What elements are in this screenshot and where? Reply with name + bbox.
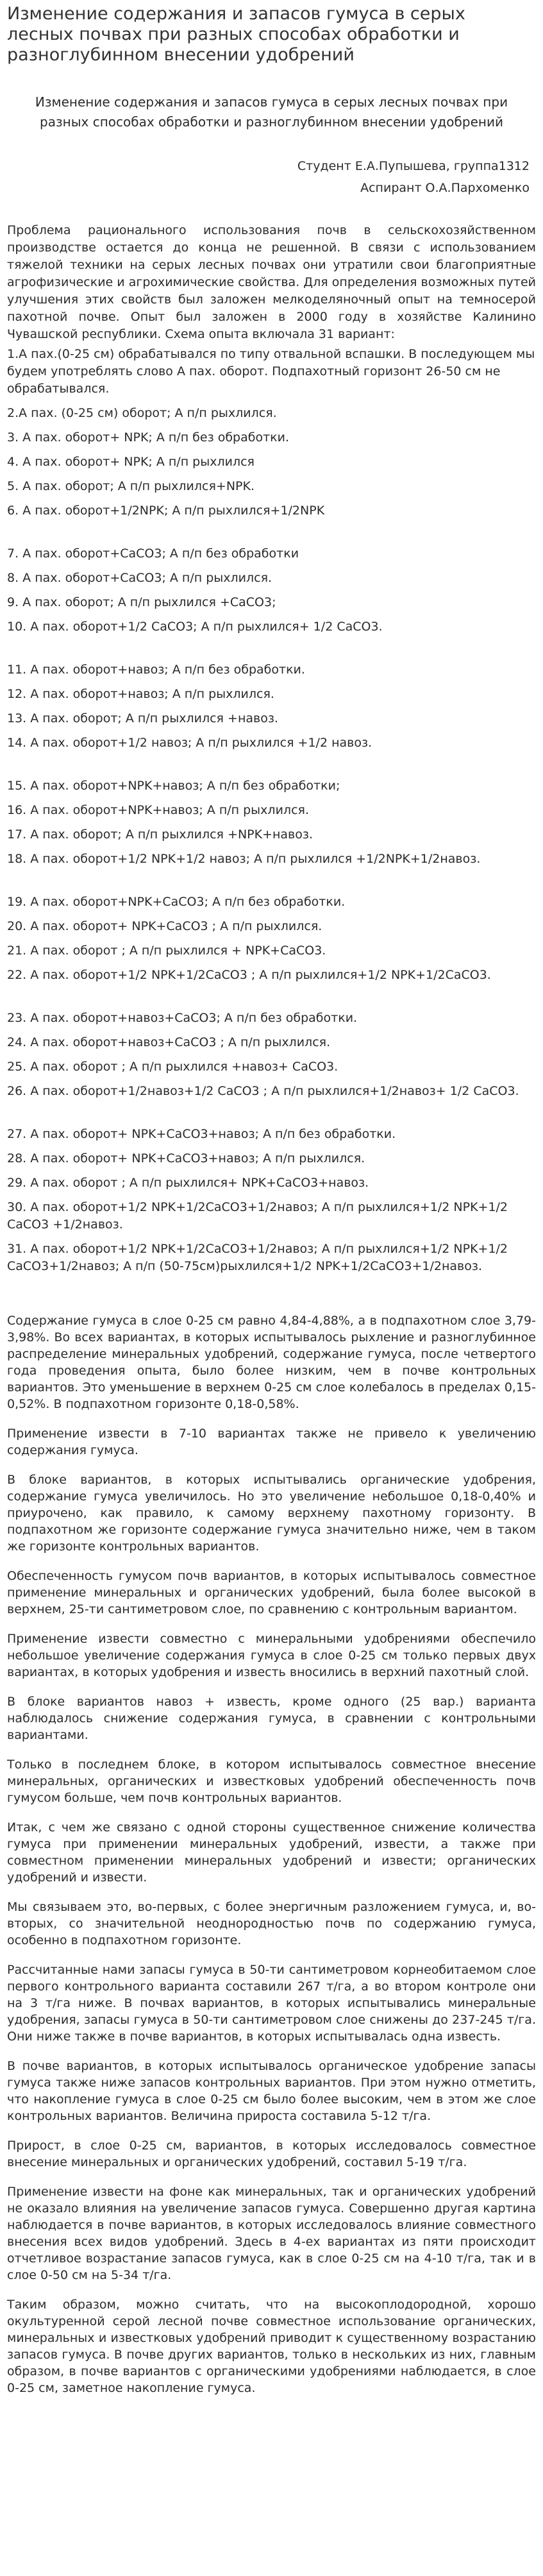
variant-item: 9. А пах. оборот; А п/п рыхлился +СаСО3;	[7, 595, 276, 609]
variant-item: 16. А пах. оборот+NPK+навоз; А п/п рыхлился.	[7, 803, 309, 817]
intro-paragraph: Проблема рационального использования почв в сельскохозяйственном производстве остается до конца не решенной. В связи с использованием тяжелой техники на серых лесных почвах они утратили свои благоприятные агрофизические и агрохимические свойства. Для определения возможных путей улучшения этих свойств был заложен мелкоделяночный опыт на темносерой пахотной почве. Опыт был заложен в 2000 году в хозяйстве Калинино Чувашской республики. Схема опыта включала 31 вариант:	[7, 223, 536, 341]
author-student: Студент Е.А.Пупышева, группа1312	[297, 159, 530, 173]
variant-item: 21. А пах. оборот ; А п/п рыхлился + NPK+СаСО3.	[7, 944, 326, 958]
variant-item: 25. А пах. оборот ; А п/п рыхлился +навоз+ СаСО3.	[7, 1060, 338, 1074]
variant-item: 29. А пах. оборот ; А п/п рыхлился+ NPK+СаСО3+навоз.	[7, 1176, 369, 1190]
body-paragraph: Мы связываем это, во-первых, с более энергичным разложением гумуса, и, во-вторых, со значительной неоднородностью почв по содержанию гумуса, особенно в подпахотном горизонте.	[7, 1900, 536, 1947]
variant-item: 7. А пах. оборот+СаСО3; А п/п без обработки	[7, 547, 299, 561]
body-paragraph: Прирост, в слое 0-25 см, вариантов, в которых исследовалось совместное внесение минеральных и органических удобрений, составил 5-19 т/га.	[7, 2139, 536, 2169]
variant-item: 3. А пах. оборот+ NPK; А п/п без обработки.	[7, 430, 290, 445]
body-paragraph: В блоке вариантов навоз + известь, кроме одного (25 вар.) варианта наблюдалось снижение содержания гумуса, в сравнении с контрольными вариантами.	[7, 1695, 536, 1742]
variant-item: 26. А пах. оборот+1/2навоз+1/2 СаСО3 ; А п/п рыхлился+1/2навоз+ 1/2 СаСО3.	[7, 1084, 519, 1098]
variant-item: 30. А пах. оборот+1/2 NPK+1/2СаСО3+1/2навоз; А п/п рыхлился+1/2 NPK+1/2 СаСО3 +1/2навоз.	[7, 1200, 508, 1232]
variant-item: 18. А пах. оборот+1/2 NPK+1/2 навоз; А п/п рыхлился +1/2NPK+1/2навоз.	[7, 852, 481, 866]
body-paragraph: Применение извести на фоне как минеральных, так и органических удобрений не оказало влияния на увеличение запасов гумуса. Совершенно другая картина наблюдается в почве вариантов, в которых исследовалось влияние совместного внесения всех видов удобрений. Здесь в 4-ех вариантах из пяти происходит отчетливое возрастание запасов гумуса, как в слое 0-25 см на 4-10 т/га, так и в слое 0-50 см на 5-34 т/га.	[7, 2185, 536, 2282]
variant-item: 27. А пах. оборот+ NPK+СаСО3+навоз; А п/п без обработки.	[7, 1127, 396, 1141]
variant-item: 15. А пах. оборот+NPK+навоз; А п/п без обработки;	[7, 779, 340, 793]
body-paragraph: Таким образом, можно считать, что на высокоплодородной, хорошо окультуренной серой лесной почве совместное использование органических, минеральных и известковых удобрений приводит к существенному возрастанию запасов гумуса. В почве других вариантов, только в нескольких из них, главным образом, в почве вариантов с органическими удобрениями наблюдается, в слое 0-25 см, заметное накопление гумуса.	[7, 2298, 536, 2395]
variant-item: 4. А пах. оборот+ NPK; А п/п рыхлился	[7, 455, 255, 469]
variant-item: 10. А пах. оборот+1/2 СаСО3; А п/п рыхлился+ 1/2 СаСО3.	[7, 620, 383, 634]
variant-item: 11. А пах. оборот+навоз; А п/п без обработки.	[7, 663, 305, 677]
body-paragraph: Применение извести в 7-10 вариантах также не привело к увеличению содержания гумуса.	[7, 1427, 536, 1457]
variant-item: 31. А пах. оборот+1/2 NPK+1/2СаСО3+1/2навоз; А п/п рыхлился+1/2 NPK+1/2 СаСО3+1/2навоз; А п/п (50-75см)рыхлился+1/2 NPK+1/2СаСО3+1/2навоз.	[7, 1242, 508, 1273]
body-paragraph: Применение извести совместно с минеральными удобрениями обеспечило небольшое увеличение содержания гумуса в слое 0-25 см только первых двух вариантах, в которых удобрения и известь вносились в верхний пахотный слой.	[7, 1632, 536, 1679]
variant-item: 14. А пах. оборот+1/2 навоз; А п/п рыхлился +1/2 навоз.	[7, 736, 372, 750]
variant-item: 2.А пах. (0-25 см) оборот; А п/п рыхлился.	[7, 406, 277, 420]
variant-item: 22. А пах. оборот+1/2 NPK+1/2СаСО3 ; А п/п рыхлился+1/2 NPK+1/2СаСО3.	[7, 968, 491, 982]
body-paragraph: Итак, с чем же связано с одной стороны существенное снижение количества гумуса при применении минеральных удобрений, извести, а также при совместном применении минеральных удобрений и извести; органических удобрений и извести.	[7, 1820, 536, 1885]
variant-item: 17. А пах. оборот; А п/п рыхлился +NPK+навоз.	[7, 827, 313, 842]
experiment-variants-list	[7, 346, 536, 1275]
variant-item: 19. А пах. оборот+NPK+СаСО3; А п/п без обработки.	[7, 895, 346, 909]
author-block	[7, 155, 530, 199]
variant-item: 12. А пах. оборот+навоз; А п/п рыхлился.	[7, 687, 274, 701]
page-title: Изменение содержания и запасов гумуса в серых лесных почвах при разных способах обработки и разноглубинном внесении удобрений	[7, 4, 465, 65]
body-paragraph: В почве вариантов, в которых испытывалось органическое удобрение запасы гумуса также ниже запасов контрольных вариантов. При этом нужно отметить, что накопление гумуса в слое 0-25 см было более высоким, чем в этом же слое контрольных вариантов. Величина прироста составила 5-12 т/га.	[7, 2059, 536, 2123]
body-paragraph: Рассчитанные нами запасы гумуса в 50-ти сантиметровом корнеобитаемом слое первого контрольного варианта составили 267 т/га, а во втором контроле они на 3 т/га ниже. В почвах вариантов, в которых испытывались минеральные удобрения, запасы гумуса в 50-ти сантиметровом слое снижены до 237-245 т/га. Они ниже также в почве вариантов, в которых испытывалась одна известь.	[7, 1963, 536, 2044]
results-section	[7, 1312, 536, 2396]
article-subtitle: Изменение содержания и запасов гумуса в серых лесных почвах при разных способах обработки и разноглубинном внесении удобрений	[35, 94, 508, 130]
variant-item: 1.А пах.(0-25 см) обрабатывался по типу отвальной вспашки. В последующем мы будем употреблять слово А пах. оборот. Подпахотный горизонт 26-50 см не обрабатывался.	[7, 347, 535, 396]
variant-item: 6. А пах. оборот+1/2NPK; А п/п рыхлился+1/2NPK	[7, 504, 325, 518]
variant-item: 8. А пах. оборот+СаСО3; А п/п рыхлился.	[7, 571, 272, 585]
variant-item: 23. А пах. оборот+навоз+СаСО3; А п/п без обработки.	[7, 1011, 358, 1025]
variant-item: 20. А пах. оборот+ NPK+СаСО3 ; А п/п рыхлился.	[7, 919, 322, 933]
variant-item: 28. А пах. оборот+ NPK+СаСО3+навоз; А п/п рыхлился.	[7, 1151, 365, 1165]
variant-item: 24. А пах. оборот+навоз+СаСО3 ; А п/п рыхлился.	[7, 1035, 331, 1049]
variant-item: 13. А пах. оборот; А п/п рыхлился +навоз.	[7, 711, 278, 725]
author-supervisor: Аспирант О.А.Пархоменко	[360, 181, 530, 195]
body-paragraph: Только в последнем блоке, в котором испытывалось совместное внесение минеральных, органических и известковых удобрений обеспеченность почв гумусом больше, чем почв контрольных вариантов.	[7, 1758, 536, 1805]
body-paragraph: Содержание гумуса в слое 0-25 см равно 4,84-4,88%, а в подпахотном слое 3,79-3,98%. Во всех вариантах, в которых испытывалось рыхление и разноглубинное распределение минеральных удобрений, содержание гумуса, после четвертого года проведения опыта, было более низким, чем в почве контрольных вариантов. Это уменьшение в верхнем 0-25 см слое колебалось в пределах 0,15-0,52%. В подпахотном горизонте 0,18-0,58%.	[7, 1314, 536, 1411]
variant-item: 5. А пах. оборот; А п/п рыхлился+NPK.	[7, 479, 255, 493]
body-paragraph: Обеспеченность гумусом почв вариантов, в которых испытывалось совместное применение минеральных и органических удобрений, была более высокой в верхнем, 25-ти сантиметровом слое, по сравнению с контрольным вариантом.	[7, 1569, 536, 1616]
body-paragraph: В блоке вариантов, в которых испытывались органические удобрения, содержание гумуса увеличилось. Но это увеличение небольшое 0,18-0,40% и приурочено, как правило, к самому верхнему пахотному горизонту. В подпахотном же горизонте содержание гумуса значительно ниже, чем в таком же горизонте контрольных вариантов.	[7, 1473, 536, 1554]
